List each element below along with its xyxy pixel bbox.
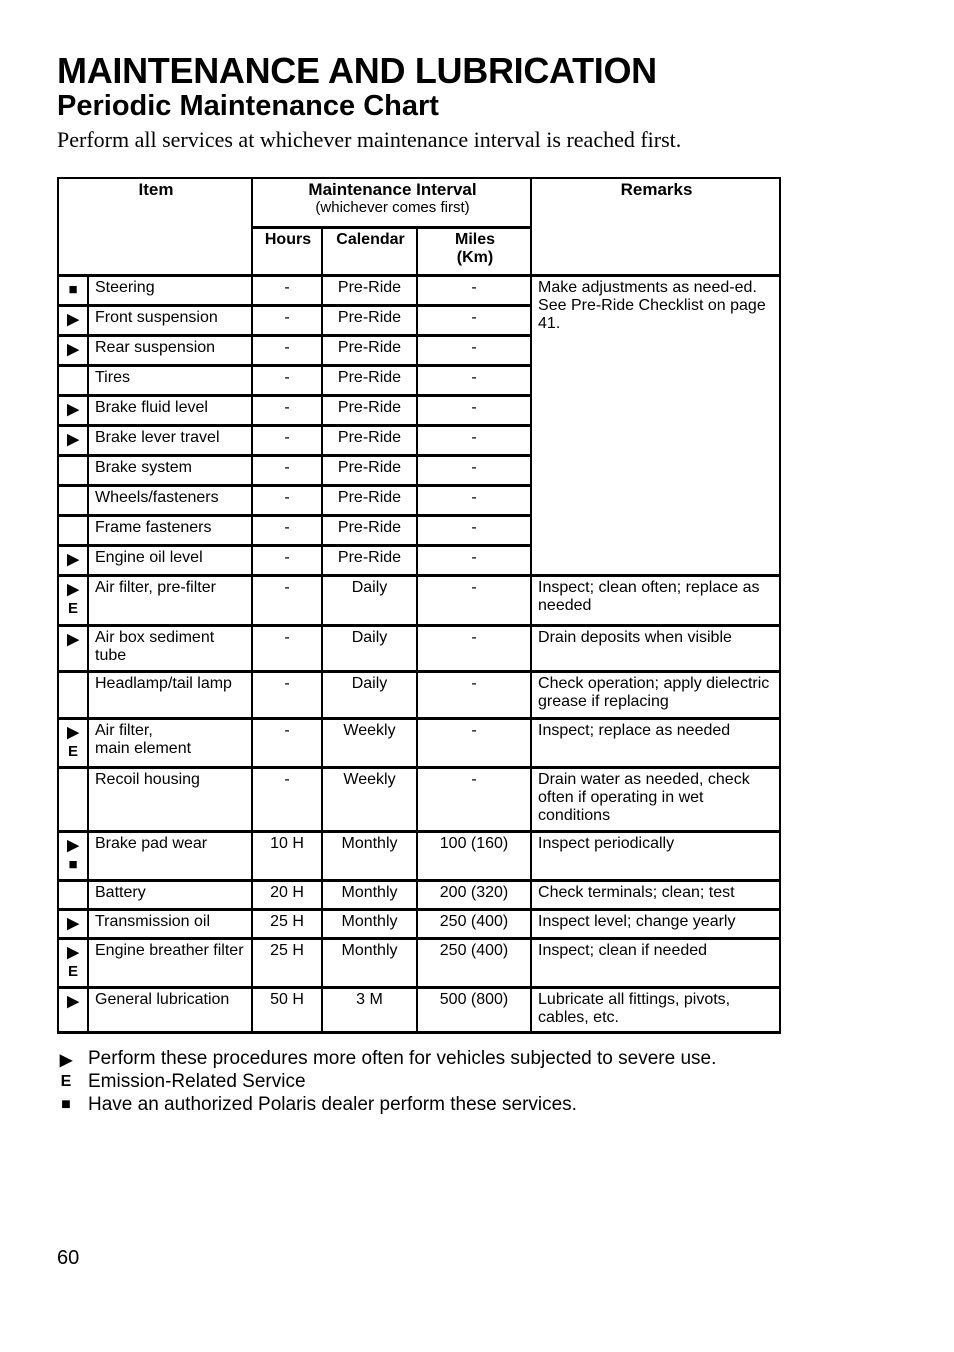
row-symbols bbox=[58, 546, 88, 576]
table-row bbox=[58, 910, 780, 939]
hours-value: 25 H bbox=[252, 910, 322, 939]
triangle-icon: ▶ bbox=[67, 837, 79, 854]
row-symbols bbox=[58, 276, 88, 306]
triangle-icon: ▶ bbox=[59, 1052, 73, 1069]
hours-value: - bbox=[252, 306, 322, 336]
hours-value: - bbox=[252, 456, 322, 486]
hours-value: - bbox=[252, 672, 322, 719]
row-symbols bbox=[58, 939, 88, 988]
page-number: 60 bbox=[57, 1247, 80, 1269]
miles-value: - bbox=[417, 276, 531, 306]
header-remarks: Remarks bbox=[531, 178, 780, 276]
calendar-value: Monthly bbox=[322, 881, 417, 910]
item-name: General lubrication bbox=[88, 988, 252, 1033]
row-symbols bbox=[58, 396, 88, 426]
miles-value: - bbox=[417, 576, 531, 626]
item-name: Frame fasteners bbox=[88, 516, 252, 546]
triangle-icon: ▶ bbox=[67, 401, 79, 418]
item-name: Headlamp/tail lamp bbox=[88, 672, 252, 719]
row-symbols bbox=[58, 336, 88, 366]
header-item: Item bbox=[58, 178, 252, 276]
miles-value: 100 (160) bbox=[417, 832, 531, 881]
calendar-value: 3 M bbox=[322, 988, 417, 1033]
calendar-value: Pre-Ride bbox=[322, 276, 417, 306]
calendar-value: Pre-Ride bbox=[322, 546, 417, 576]
table-row bbox=[58, 576, 780, 626]
square-icon: ■ bbox=[61, 1096, 71, 1113]
item-name: Rear suspension bbox=[88, 336, 252, 366]
calendar-value: Daily bbox=[322, 672, 417, 719]
item-name: Recoil housing bbox=[88, 768, 252, 832]
miles-value: - bbox=[417, 626, 531, 672]
remarks-value: Inspect periodically bbox=[531, 832, 780, 881]
pre-ride-remarks: Make adjustments as need-ed. See Pre-Ride Checklist on page 41. bbox=[531, 276, 780, 576]
calendar-value: Pre-Ride bbox=[322, 366, 417, 396]
item-name: Wheels/fasteners bbox=[88, 486, 252, 516]
calendar-value: Pre-Ride bbox=[322, 516, 417, 546]
remarks-value: Inspect level; change yearly bbox=[531, 910, 780, 939]
miles-value: 500 (800) bbox=[417, 988, 531, 1033]
item-name: Brake lever travel bbox=[88, 426, 252, 456]
row-symbols bbox=[58, 768, 88, 832]
row-symbols bbox=[58, 366, 88, 396]
remarks-value: Inspect; clean often; replace as needed bbox=[531, 576, 780, 626]
item-name: Air filter, main element bbox=[88, 719, 252, 768]
miles-value: - bbox=[417, 516, 531, 546]
item-name: Engine oil level bbox=[88, 546, 252, 576]
hours-value: - bbox=[252, 336, 322, 366]
emission-e-icon: E bbox=[67, 963, 78, 980]
row-symbols bbox=[58, 576, 88, 626]
section-title: Periodic Maintenance Chart bbox=[57, 90, 439, 122]
row-symbols bbox=[58, 910, 88, 939]
row-symbols bbox=[58, 306, 88, 336]
chart-body bbox=[58, 276, 780, 1033]
item-name: Transmission oil bbox=[88, 910, 252, 939]
calendar-value: Monthly bbox=[322, 910, 417, 939]
row-symbols bbox=[58, 486, 88, 516]
triangle-icon: ▶ bbox=[67, 944, 79, 961]
hours-value: - bbox=[252, 626, 322, 672]
calendar-value: Daily bbox=[322, 576, 417, 626]
table-row bbox=[58, 832, 780, 881]
remarks-value: Drain deposits when visible bbox=[531, 626, 780, 672]
calendar-value: Daily bbox=[322, 626, 417, 672]
miles-value: - bbox=[417, 719, 531, 768]
hours-value: - bbox=[252, 486, 322, 516]
item-name: Front suspension bbox=[88, 306, 252, 336]
hours-value: 50 H bbox=[252, 988, 322, 1033]
miles-value: - bbox=[417, 768, 531, 832]
miles-value: - bbox=[417, 546, 531, 576]
miles-value: 200 (320) bbox=[417, 881, 531, 910]
triangle-icon: ▶ bbox=[67, 341, 79, 358]
row-symbols bbox=[58, 832, 88, 881]
triangle-icon: ▶ bbox=[67, 993, 79, 1010]
calendar-value: Pre-Ride bbox=[322, 486, 417, 516]
header-maintenance-interval: Maintenance Interval (whichever comes first) bbox=[252, 178, 531, 228]
header-calendar: Calendar bbox=[322, 228, 417, 276]
square-icon: ■ bbox=[68, 281, 78, 298]
hours-value: - bbox=[252, 576, 322, 626]
table-row bbox=[58, 768, 780, 832]
item-name: Brake pad wear bbox=[88, 832, 252, 881]
item-name: Brake fluid level bbox=[88, 396, 252, 426]
square-icon: ■ bbox=[68, 856, 78, 873]
maintenance-chart bbox=[57, 177, 781, 1034]
table-row bbox=[58, 939, 780, 988]
remarks-value: Check operation; apply dielectric grease if replacing bbox=[531, 672, 780, 719]
row-symbols bbox=[58, 881, 88, 910]
item-name: Brake system bbox=[88, 456, 252, 486]
remarks-value: Inspect; replace as needed bbox=[531, 719, 780, 768]
hours-value: - bbox=[252, 546, 322, 576]
calendar-value: Pre-Ride bbox=[322, 426, 417, 456]
hours-value: 20 H bbox=[252, 881, 322, 910]
hours-value: - bbox=[252, 516, 322, 546]
table-row bbox=[58, 672, 780, 719]
hours-value: - bbox=[252, 426, 322, 456]
triangle-icon: ▶ bbox=[67, 551, 79, 568]
miles-value: 250 (400) bbox=[417, 910, 531, 939]
triangle-icon: ▶ bbox=[67, 631, 79, 648]
calendar-value: Pre-Ride bbox=[322, 396, 417, 426]
remarks-value: Lubricate all fittings, pivots, cables, etc. bbox=[531, 988, 780, 1033]
miles-value: - bbox=[417, 396, 531, 426]
hours-value: - bbox=[252, 366, 322, 396]
table-row bbox=[58, 719, 780, 768]
row-symbols bbox=[58, 626, 88, 672]
miles-value: - bbox=[417, 426, 531, 456]
table-row bbox=[58, 276, 780, 306]
row-symbols bbox=[58, 719, 88, 768]
hours-value: - bbox=[252, 768, 322, 832]
header-hours: Hours bbox=[252, 228, 322, 276]
emission-e-icon: E bbox=[67, 743, 78, 760]
miles-value: 250 (400) bbox=[417, 939, 531, 988]
item-name: Engine breather filter bbox=[88, 939, 252, 988]
hours-value: 10 H bbox=[252, 832, 322, 881]
hours-value: - bbox=[252, 396, 322, 426]
miles-value: - bbox=[417, 456, 531, 486]
remarks-value: Inspect; clean if needed bbox=[531, 939, 780, 988]
row-symbols bbox=[58, 516, 88, 546]
remarks-value: Drain water as needed, check often if operating in wet conditions bbox=[531, 768, 780, 832]
row-symbols bbox=[58, 672, 88, 719]
header-interval-note: (whichever comes first) bbox=[315, 199, 470, 216]
row-symbols bbox=[58, 426, 88, 456]
hours-value: - bbox=[252, 719, 322, 768]
row-symbols bbox=[58, 988, 88, 1033]
triangle-icon: ▶ bbox=[67, 724, 79, 741]
triangle-icon: ▶ bbox=[67, 431, 79, 448]
calendar-value: Weekly bbox=[322, 768, 417, 832]
calendar-value: Monthly bbox=[322, 939, 417, 988]
table-row bbox=[58, 626, 780, 672]
miles-value: - bbox=[417, 486, 531, 516]
item-name: Tires bbox=[88, 366, 252, 396]
hours-value: 25 H bbox=[252, 939, 322, 988]
miles-value: - bbox=[417, 336, 531, 366]
table-row bbox=[58, 881, 780, 910]
item-name: Battery bbox=[88, 881, 252, 910]
header-miles: Miles (Km) bbox=[417, 228, 531, 276]
intro-text: Perform all services at whichever maintenance interval is reached first. bbox=[57, 127, 682, 152]
miles-value: - bbox=[417, 672, 531, 719]
miles-value: - bbox=[417, 366, 531, 396]
remarks-value: Check terminals; clean; test bbox=[531, 881, 780, 910]
calendar-value: Monthly bbox=[322, 832, 417, 881]
row-symbols bbox=[58, 456, 88, 486]
emission-e-icon: E bbox=[67, 600, 78, 617]
hours-value: - bbox=[252, 276, 322, 306]
item-name: Air box sediment tube bbox=[88, 626, 252, 672]
triangle-icon: ▶ bbox=[67, 915, 79, 932]
triangle-icon: ▶ bbox=[67, 311, 79, 328]
calendar-value: Pre-Ride bbox=[322, 456, 417, 486]
calendar-value: Pre-Ride bbox=[322, 336, 417, 366]
table-row bbox=[58, 988, 780, 1033]
item-name: Steering bbox=[88, 276, 252, 306]
calendar-value: Pre-Ride bbox=[322, 306, 417, 336]
triangle-icon: ▶ bbox=[67, 581, 79, 598]
miles-value: - bbox=[417, 306, 531, 336]
emission-e-icon: E bbox=[60, 1073, 72, 1090]
item-name: Air filter, pre-filter bbox=[88, 576, 252, 626]
page-title: MAINTENANCE AND LUBRICATION bbox=[57, 50, 657, 91]
calendar-value: Weekly bbox=[322, 719, 417, 768]
